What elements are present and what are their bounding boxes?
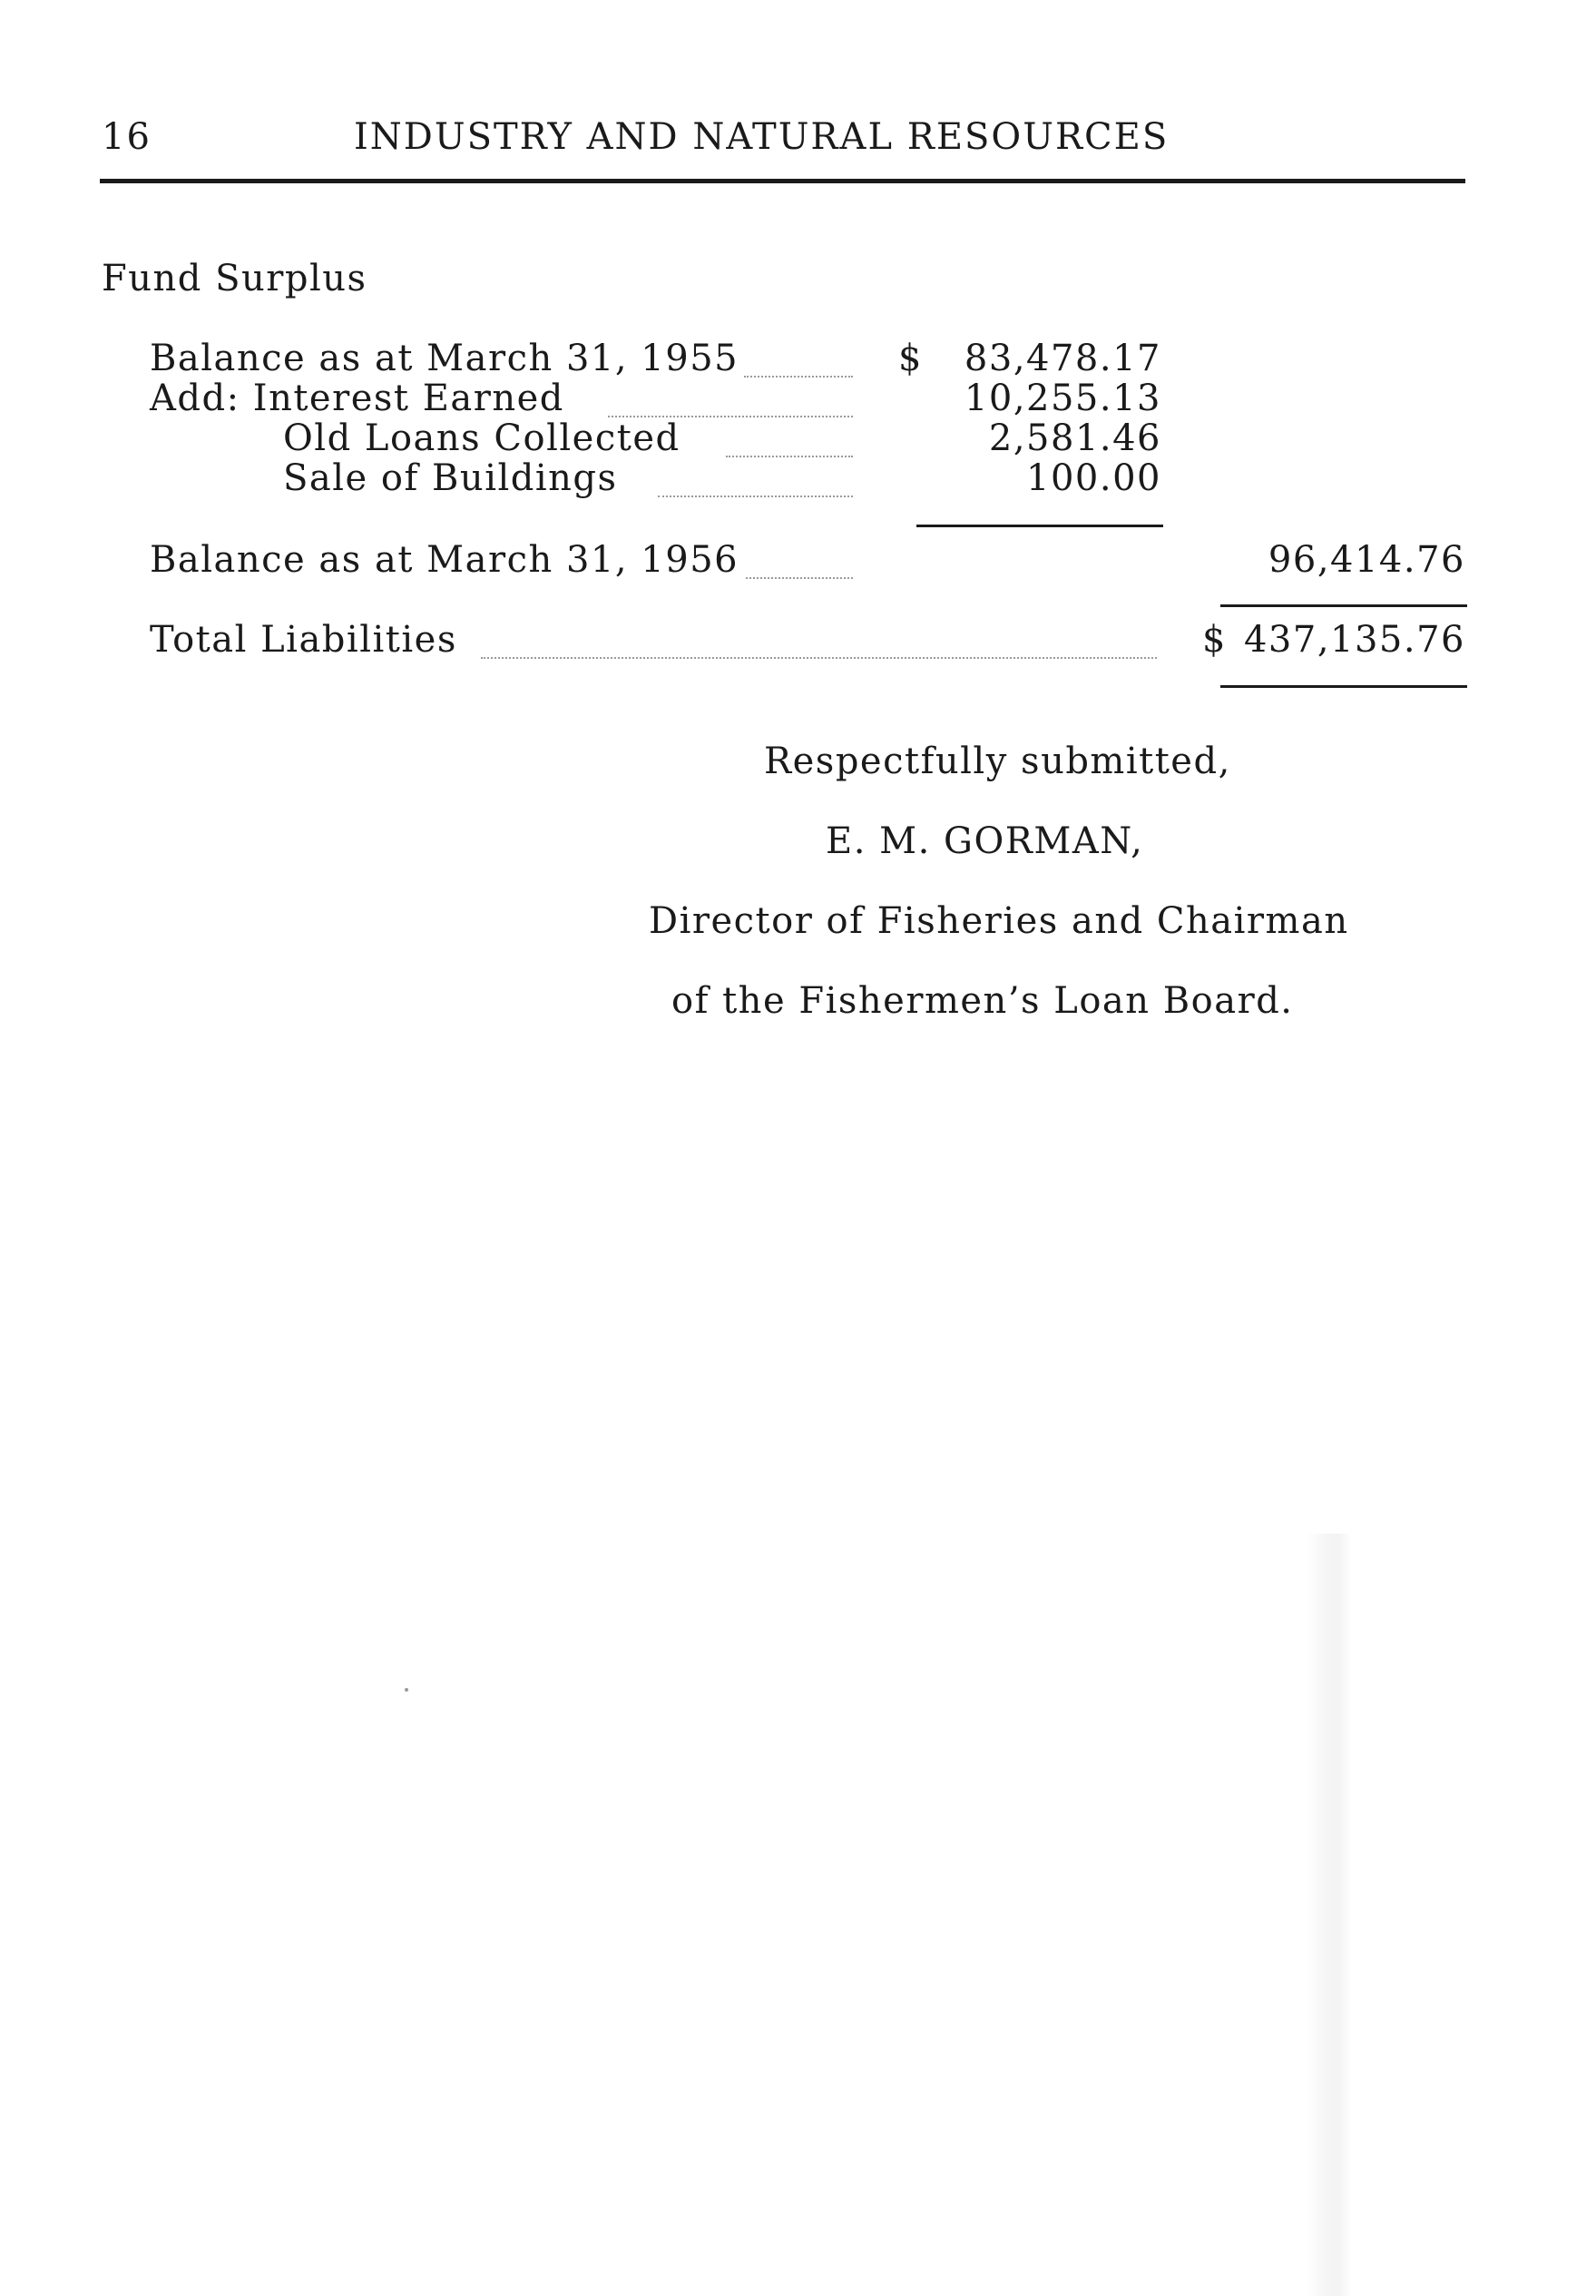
signatory-title-line1: Director of Fisheries and Chairman <box>649 900 1349 942</box>
closing-balance-label: Balance as at March 31, 1956 <box>150 539 739 581</box>
dot-leader <box>746 577 853 579</box>
closing-salutation: Respectfully submitted, <box>764 741 1231 782</box>
signatory-name: E. M. GORMAN, <box>826 820 1144 862</box>
total-liabilities-label: Total Liabilities <box>150 619 457 661</box>
closing-balance-amount: 96,414.76 <box>1268 539 1465 581</box>
total-rule-top <box>1220 604 1467 607</box>
header-rule <box>100 179 1465 183</box>
dot-leader <box>658 496 853 497</box>
dot-leader <box>744 376 853 378</box>
running-title: INDUSTRY AND NATURAL RESOURCES <box>354 116 1170 158</box>
page-number: 16 <box>102 116 152 158</box>
ledger-row-label: Sale of Buildings <box>283 457 618 499</box>
currency-symbol: $ <box>898 338 923 379</box>
subtotal-rule <box>916 525 1163 527</box>
dot-leader <box>726 456 853 457</box>
ledger-row-label: Balance as at March 31, 1955 <box>150 338 739 379</box>
ledger-row-label: Old Loans Collected <box>283 417 681 459</box>
ledger-row-amount: 10,255.13 <box>964 378 1161 419</box>
currency-symbol: $ <box>1202 619 1227 661</box>
signatory-title-line2: of the Fishermen’s Loan Board. <box>671 980 1294 1022</box>
ledger-row-amount: 83,478.17 <box>964 338 1161 379</box>
dot-leader <box>481 657 1157 659</box>
scan-shadow <box>1307 1534 1352 2296</box>
total-rule-bottom <box>1220 685 1467 688</box>
scan-speck <box>405 1688 408 1692</box>
section-title: Fund Surplus <box>102 258 367 299</box>
ledger-row-amount: 2,581.46 <box>988 417 1161 459</box>
ledger-row-label: Add: Interest Earned <box>150 378 564 419</box>
total-liabilities-amount: 437,135.76 <box>1243 619 1465 661</box>
ledger-row-amount: 100.00 <box>1026 457 1161 499</box>
